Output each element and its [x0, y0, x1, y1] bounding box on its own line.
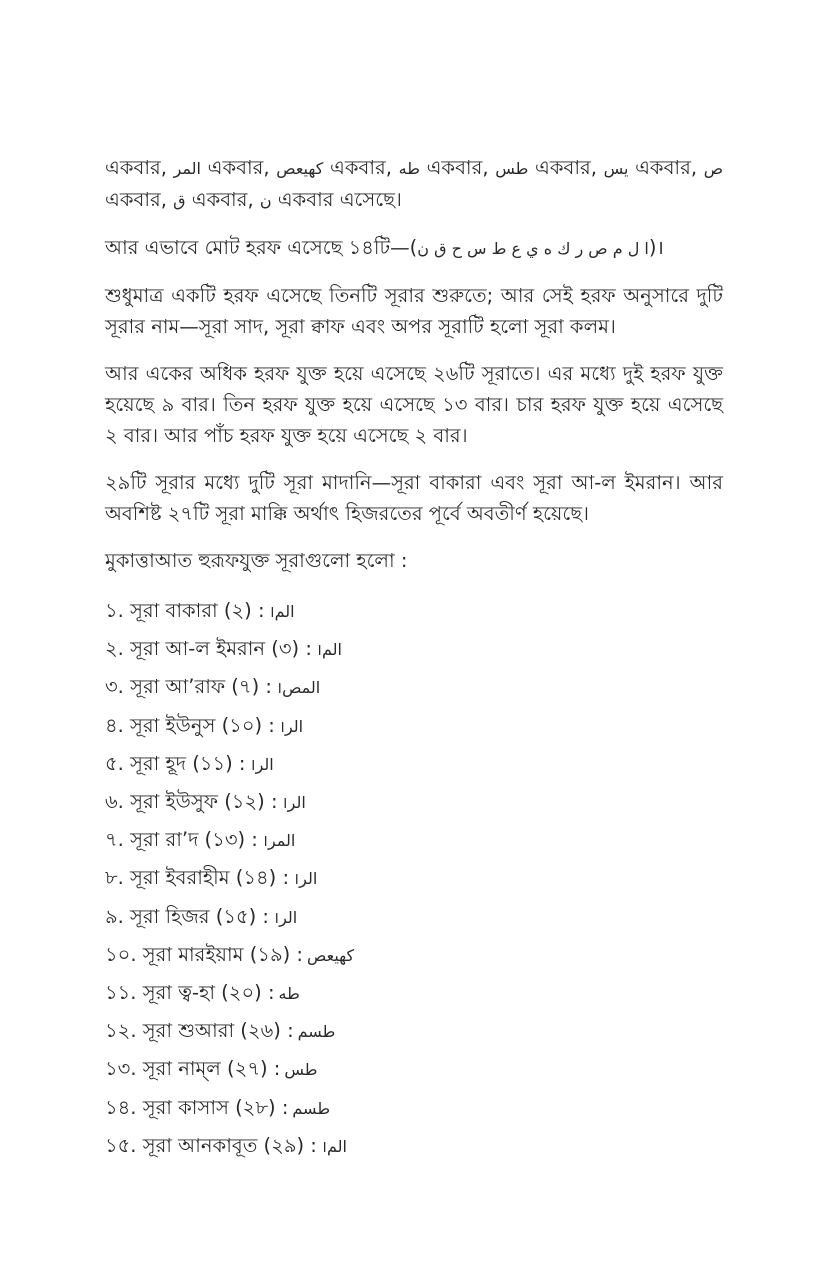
surah-label: ৫. সূরা হূদ (১১) : — [105, 751, 246, 775]
list-item — [105, 936, 723, 974]
surah-label: ১. সূরা বাকারা (২) : — [105, 599, 265, 622]
paragraph-text: শুধুমাত্র একটি হরফ এসেছে তিনটি সূরার শুরুতে; আর সেই হরফ অনুসারে দুটি সূরার নাম—সূরা সাদ, সূরা ক্বাফ এবং অপর সূরাটি হলো সূরা কলম। — [105, 284, 723, 338]
list-item — [105, 745, 723, 783]
paragraph — [105, 358, 723, 451]
arabic-letters: ن — [259, 191, 272, 210]
arabic-letters: ق — [173, 191, 186, 210]
list-item — [105, 1050, 723, 1088]
paragraph-text: )। — [648, 236, 664, 259]
arabic-letters: طه — [398, 159, 420, 178]
list-item — [105, 898, 723, 936]
paragraph-text: একবার, — [528, 156, 604, 179]
surah-arabic-letters: الم। — [315, 640, 342, 660]
paragraph-text: ২৯টি সূরার মধ্যে দুটি সূরা মাদানি—সূরা বাকারা এবং সূরা আ-ল ইমরান। আর অবশিষ্ট ২৭টি সূরা মাক্কি অর্থাৎ হিজরতের পূর্বে অবতীর্ণ হয়েছে। — [105, 471, 723, 525]
surah-label: ১২. সূরা শুআরা (২৬) : — [105, 1019, 294, 1043]
surah-arabic-letters: الر। — [293, 869, 318, 889]
surah-arabic-letters: المص। — [275, 678, 321, 698]
surah-arabic-letters: طس — [284, 1060, 318, 1080]
arabic-letters: ا ل م ص ر ك ه ي ع ط س ح ق ن — [417, 239, 649, 258]
list-item — [105, 707, 723, 745]
list-item — [105, 783, 723, 821]
arabic-letters: المر — [173, 159, 201, 178]
list-item — [105, 974, 723, 1012]
paragraph-text: একবার, — [105, 156, 174, 179]
paragraph-text: আর একের অধিক হরফ যুক্ত হয়ে এসেছে ২৬টি সূরাতে। এর মধ্যে দুই হরফ যুক্ত হয়েছে ৯ বার। তিন হরফ যুক্ত হয়ে এসেছে ১৩ বার। চার হরফ যুক্ত হয়ে এসেছে ২ বার। আর পাঁচ হরফ যুক্ত হয়ে এসেছে ২ বার। — [105, 362, 723, 447]
arabic-letters: طس — [495, 159, 529, 178]
paragraph-text: আর এভাবে মোট হরফ এসেছে ১৪টি—( — [105, 236, 418, 259]
list-item — [105, 592, 723, 630]
paragraph-text: একবার, — [323, 156, 399, 179]
surah-arabic-letters: طه — [278, 984, 300, 1004]
surah-arabic-letters: الر। — [249, 754, 274, 774]
list-item — [105, 1012, 723, 1050]
paragraph — [105, 280, 723, 342]
list-item — [105, 821, 723, 859]
paragraph-text: একবার, — [419, 156, 496, 179]
paragraph — [105, 152, 723, 216]
arabic-letters: كهيعص — [276, 159, 324, 178]
paragraph-text: একবার, — [200, 156, 277, 179]
paragraph — [105, 467, 723, 529]
surah-label: ১৫. সূরা আনকাবূত (২৯) : — [105, 1133, 317, 1157]
paragraph-text: একবার এসেছে। — [271, 188, 402, 211]
surah-arabic-letters: الر। — [281, 793, 306, 813]
surah-label: ১৪. সূরা কাসাস (২৮) : — [105, 1095, 289, 1119]
surah-list — [105, 592, 723, 1165]
surah-label: ২. সূরা আ-ল ইমরান (৩) : — [105, 637, 312, 661]
paragraph-text: একবার, — [105, 188, 174, 211]
surah-label: ১১. সূরা ত্ব-হা (২০) : — [105, 981, 275, 1005]
list-item — [105, 668, 723, 706]
surah-arabic-letters: طسم — [297, 1022, 336, 1042]
surah-arabic-letters: الر। — [278, 716, 304, 736]
arabic-letters: ص — [703, 159, 724, 178]
list-item — [105, 630, 723, 668]
list-item — [105, 1089, 723, 1127]
paragraph-text: একবার, — [628, 156, 704, 179]
list-item — [105, 1127, 723, 1165]
surah-arabic-letters: الم। — [268, 602, 295, 621]
surah-label: ১০. সূরা মারইয়াম (১৯) : — [105, 942, 304, 966]
surah-arabic-letters: كهيعص — [307, 945, 355, 965]
surah-label: ৮. সূরা ইবরাহীম (১৪) : — [105, 866, 290, 890]
surah-label: ৩. সূরা আ’রাফ (৭) : — [105, 675, 272, 699]
paragraph-text: মুকাত্তাআত হুরূফযুক্ত সূরাগুলো হলো : — [105, 549, 408, 572]
surah-label: ৬. সূরা ইউসুফ (১২) : — [105, 790, 278, 814]
surah-label: ৪. সূরা ইউনুস (১০) : — [105, 713, 275, 737]
paragraph — [105, 232, 723, 264]
surah-arabic-letters: الم। — [320, 1136, 347, 1156]
surah-label: ১৩. সূরা নাম্‌ল (২৭) : — [105, 1057, 281, 1081]
body-text — [105, 152, 723, 576]
paragraph — [105, 545, 723, 576]
surah-label: ৭. সূরা রা’দ (১৩) : — [105, 828, 258, 852]
document-page — [105, 152, 723, 1165]
arabic-letters: يس — [603, 159, 629, 178]
surah-arabic-letters: الر। — [273, 907, 298, 927]
paragraph-text: একবার, — [185, 188, 260, 211]
list-item — [105, 859, 723, 897]
surah-arabic-letters: طسم — [292, 1098, 331, 1118]
surah-arabic-letters: المر। — [261, 831, 296, 851]
surah-label: ৯. সূরা হিজর (১৫) : — [105, 904, 269, 928]
